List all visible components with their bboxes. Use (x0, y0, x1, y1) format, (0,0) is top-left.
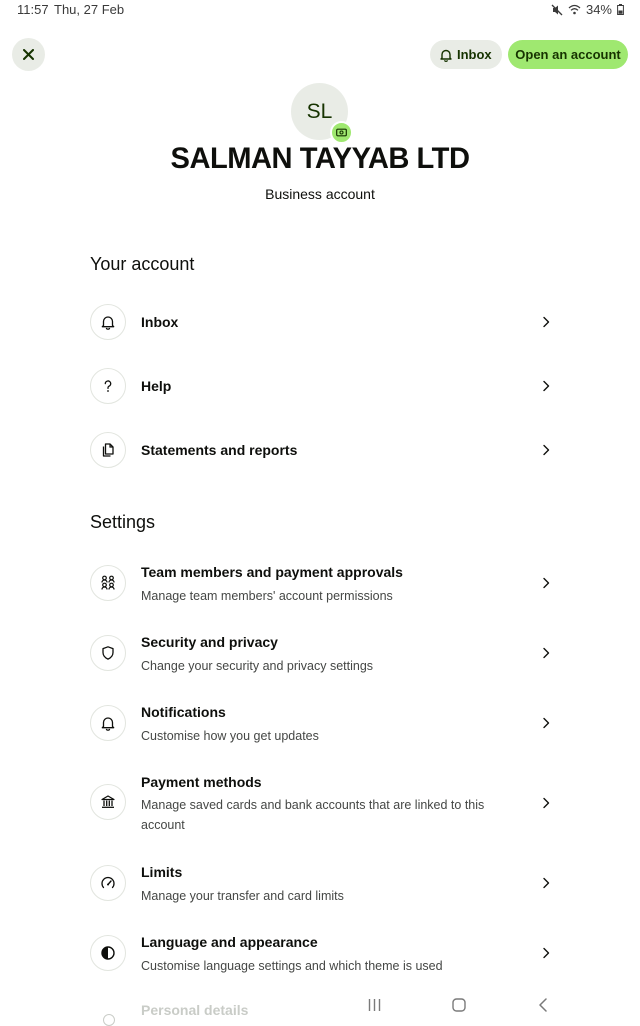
row-personal-details-label[interactable]: Personal details (141, 1002, 249, 1018)
row-label: Notifications (141, 704, 226, 720)
row-description: Manage your transfer and card limits (141, 889, 344, 903)
row-payment-methods[interactable] (90, 772, 552, 836)
row-description: Customise how you get updates (141, 729, 319, 743)
avatar-initials: SL (306, 99, 333, 123)
bell-icon (439, 48, 453, 62)
row-icon (90, 304, 126, 340)
team-icon (99, 574, 117, 592)
row-statements-and-reports[interactable] (90, 432, 552, 470)
row-icon (90, 705, 126, 741)
bank-icon (100, 794, 116, 810)
row-label: Team members and payment approvals (141, 564, 403, 580)
battery-icon (617, 4, 624, 15)
row-icon (90, 635, 126, 671)
row-icon (90, 368, 126, 404)
chevron-right-icon (540, 797, 552, 809)
row-team-members[interactable] (90, 562, 552, 606)
open-account-label: Open an account (515, 47, 621, 62)
chevron-right-icon (540, 577, 552, 589)
question-icon (100, 378, 116, 394)
mute-icon (551, 4, 563, 16)
row-description: Manage team members' account permissions (141, 589, 393, 603)
row-icon (90, 935, 126, 971)
chevron-right-icon (540, 380, 552, 392)
row-icon (90, 565, 126, 601)
your-account-heading: Your account (90, 254, 195, 274)
business-badge (330, 121, 353, 144)
row-language-and-appearance[interactable] (90, 932, 552, 976)
row-icon (90, 865, 126, 901)
bell-icon (100, 715, 116, 731)
row-notifications[interactable] (90, 702, 552, 746)
home-icon[interactable] (452, 998, 466, 1012)
chevron-right-icon (540, 717, 552, 729)
row-label: Security and privacy (141, 634, 278, 650)
speedometer-icon (100, 875, 116, 891)
settings-heading: Settings (90, 512, 156, 532)
row-limits[interactable] (90, 862, 552, 906)
chevron-right-icon (540, 444, 552, 456)
close-button[interactable] (12, 38, 45, 71)
chevron-right-icon (540, 877, 552, 889)
row-help[interactable] (90, 368, 552, 406)
row-icon (90, 432, 126, 468)
back-icon[interactable] (538, 998, 548, 1012)
chevron-right-icon (540, 947, 552, 959)
contrast-icon (100, 945, 116, 961)
banknote-icon (336, 128, 347, 137)
status-bar (0, 0, 640, 22)
status-time: 11:57 (17, 2, 49, 17)
close-icon (23, 49, 34, 60)
status-date: Thu, 27 Feb (54, 2, 125, 17)
system-navigation-bar (0, 990, 640, 1024)
row-icon (90, 784, 126, 820)
row-description: Change your security and privacy settings (141, 659, 374, 673)
open-account-button[interactable] (508, 40, 628, 69)
row-security-and-privacy[interactable] (90, 632, 552, 676)
row-inbox[interactable] (90, 304, 552, 342)
row-label: Statements and reports (141, 442, 298, 458)
row-label: Language and appearance (141, 934, 318, 950)
row-description: Manage saved cards and bank accounts that are linked to this account (141, 798, 485, 832)
row-description: Customise language settings and which theme is used (141, 959, 443, 973)
bell-icon (100, 314, 116, 330)
account-type: Business account (265, 186, 375, 202)
row-label: Payment methods (141, 774, 262, 790)
battery-percent: 34% (585, 2, 612, 17)
inbox-button[interactable] (430, 40, 502, 69)
row-label: Help (141, 378, 172, 394)
inbox-button-label: Inbox (457, 47, 492, 62)
profile-name: SALMAN TAYYAB LTD (170, 142, 470, 175)
row-label: Limits (141, 864, 183, 880)
status-icons (551, 2, 624, 17)
chevron-right-icon (540, 316, 552, 328)
wifi-icon (568, 4, 581, 15)
documents-icon (100, 442, 116, 458)
shield-icon (100, 645, 116, 661)
row-label: Inbox (141, 314, 179, 330)
chevron-right-icon (540, 647, 552, 659)
recents-icon[interactable] (368, 999, 381, 1011)
